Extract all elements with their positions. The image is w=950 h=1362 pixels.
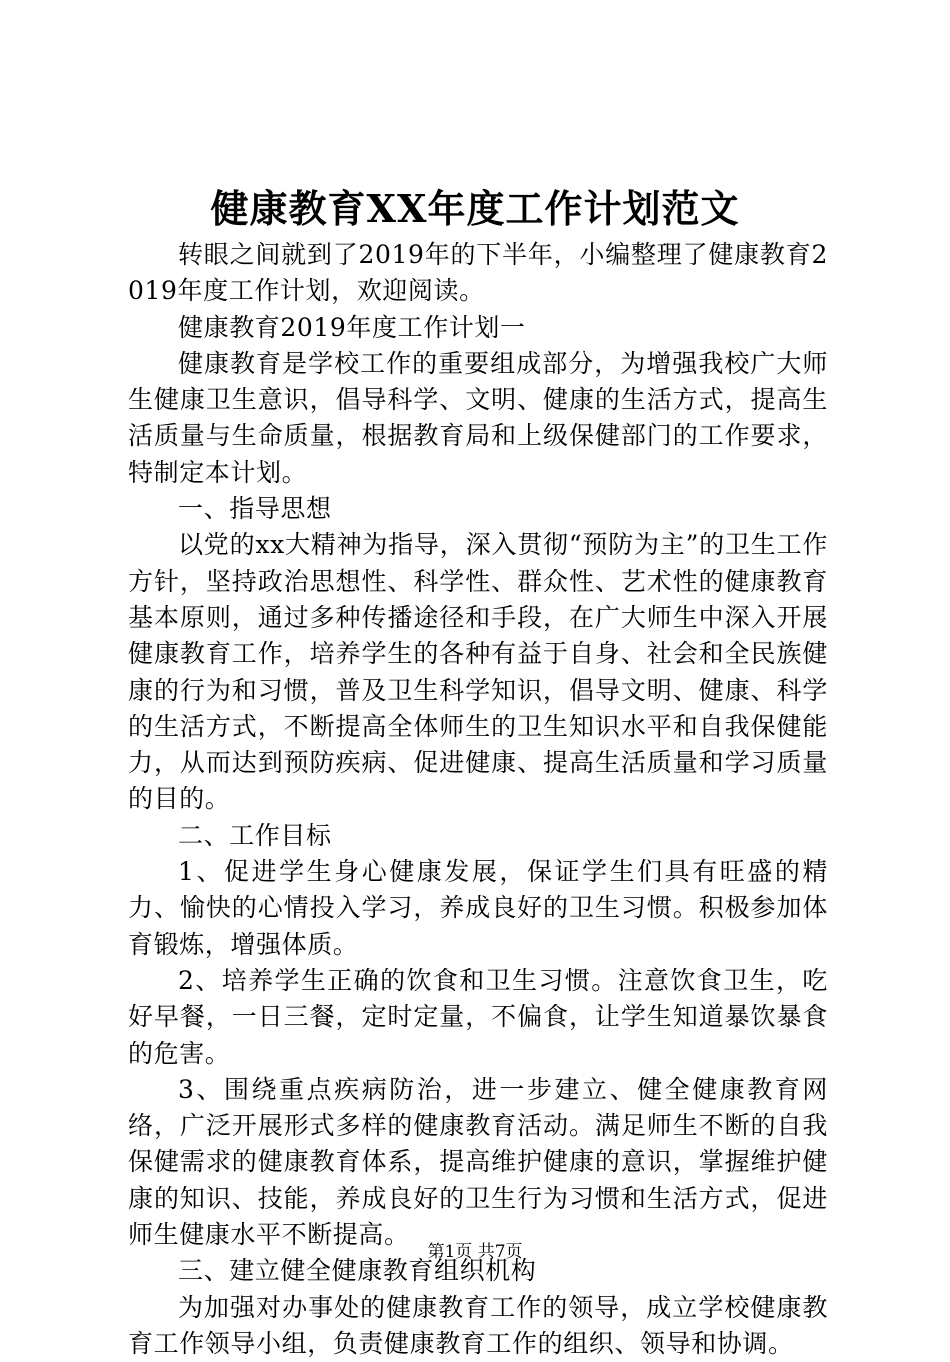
paragraph-goal-2: 2、培养学生正确的饮食和卫生习惯。注意饮食卫生，吃好早餐，一日三餐，定时定量，不偏食，让学生知道暴饮暴食的危害。 [128, 965, 828, 1068]
paragraph-plan-heading: 健康教育2019年度工作计划一 [178, 312, 526, 342]
document-body [128, 237, 828, 1362]
section-heading-work-goals: 二、工作目标 [178, 820, 332, 850]
paragraph-goal-3: 3、围绕重点疾病防治，进一步建立、健全健康教育网络，广泛开展形式多样的健康教育活动。满足师生不断的自我保健需求的健康教育体系，提高维护健康的意识，掌握维护健康的知识、技能，养成良好的卫生行为习惯和生活方式，促进师生健康水平不断提高。 [128, 1074, 828, 1250]
paragraph-overview: 健康教育是学校工作的重要组成部分，为增强我校广大师生健康卫生意识，倡导科学、文明、健康的生活方式，提高生活质量与生命质量，根据教育局和上级保健部门的工作要求，特制定本计划。 [128, 348, 828, 487]
page-number-footer: 第1页 共7页 [427, 1242, 523, 1262]
paragraph-guiding-ideology: 以党的xx大精神为指导，深入贯彻“预防为主”的卫生工作方针，坚持政治思想性、科学性、群众性、艺术性的健康教育基本原则，通过多种传播途径和手段，在广大师生中深入开展健康教育工作，培养学生的各种有益于自身、社会和全民族健康的行为和习惯，普及卫生科学知识，倡导文明、健康、科学的生活方式，不断提高全体师生的卫生知识水平和自我保健能力，从而达到预防疾病、促进健康、提高生活质量和学习质量的目的。 [128, 530, 828, 814]
document-title: 健康教育XX年度工作计划范文 [210, 186, 740, 231]
paragraph-goal-1: 1、促进学生身心健康发展，保证学生们具有旺盛的精力、愉快的心情投入学习，养成良好的卫生习惯。积极参加体育锻炼，增强体质。 [128, 857, 828, 959]
section-heading-organization: 三、建立健全健康教育组织机构 [178, 1256, 537, 1286]
paragraph-organization: 为加强对办事处的健康教育工作的领导，成立学校健康教育工作领导小组，负责健康教育工作的组织、领导和协调。 [128, 1292, 828, 1358]
paragraph-intro: 转眼之间就到了2019年的下半年，小编整理了健康教育2019年度工作计划，欢迎阅读。 [128, 240, 828, 306]
section-heading-guiding-ideology: 一、指导思想 [178, 494, 332, 524]
